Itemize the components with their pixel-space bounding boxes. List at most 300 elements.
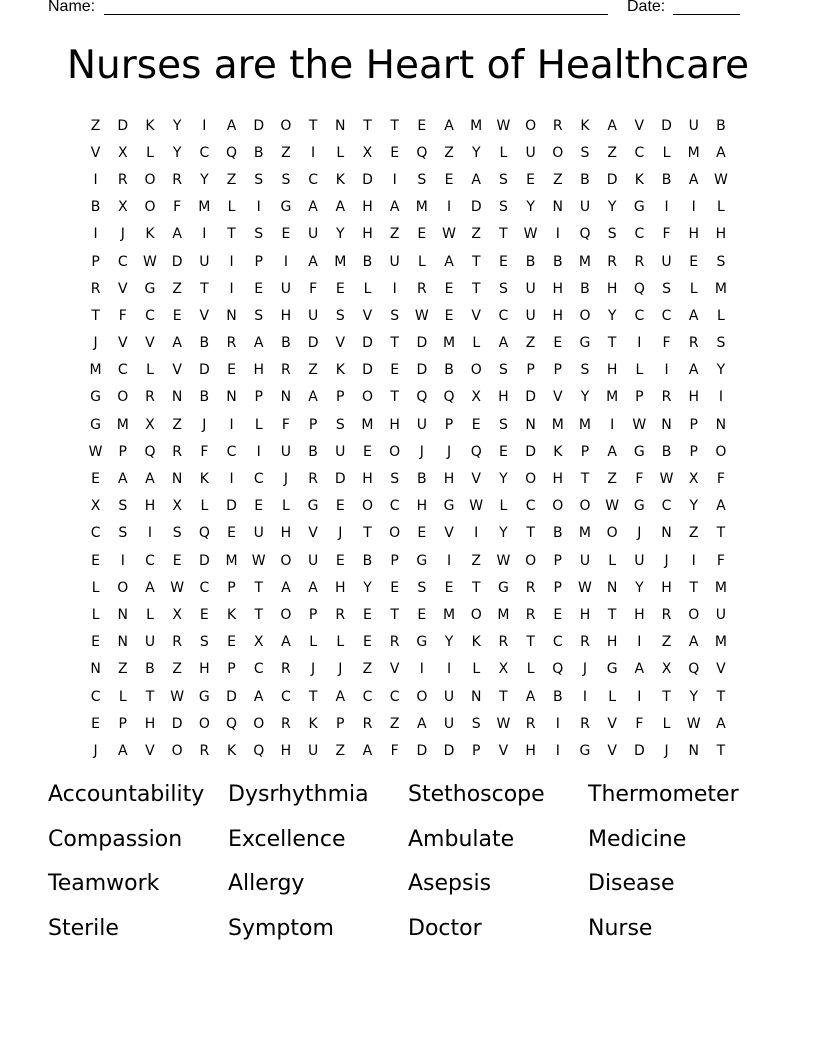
grid-letter[interactable]: D xyxy=(416,362,428,379)
grid-letter[interactable]: B xyxy=(253,144,264,161)
grid-letter[interactable]: T xyxy=(580,471,590,488)
grid-letter[interactable]: R xyxy=(281,362,291,379)
grid-letter[interactable]: C xyxy=(389,688,400,705)
grid-letter[interactable]: B xyxy=(580,171,590,188)
grid-letter[interactable]: S xyxy=(417,171,427,188)
grid-letter[interactable]: D xyxy=(307,335,319,352)
grid-letter[interactable]: B xyxy=(661,171,672,188)
grid-letter[interactable]: A xyxy=(444,117,454,134)
grid-letter[interactable]: Q xyxy=(470,443,482,460)
grid-letter[interactable]: A xyxy=(172,335,182,352)
grid-letter[interactable]: A xyxy=(226,117,237,134)
grid-letter[interactable]: E xyxy=(417,525,427,542)
grid-letter[interactable]: D xyxy=(362,362,373,379)
grid-letter[interactable]: P xyxy=(118,443,127,460)
grid-letter[interactable]: Y xyxy=(200,171,209,188)
grid-letter[interactable]: E xyxy=(363,606,372,623)
grid-letter[interactable]: P xyxy=(689,443,698,460)
grid-letter[interactable]: S xyxy=(390,471,400,488)
grid-letter[interactable]: V xyxy=(117,335,128,352)
grid-letter[interactable]: Z xyxy=(552,171,563,188)
grid-letter[interactable]: J xyxy=(582,661,588,678)
grid-letter[interactable]: Q xyxy=(198,525,210,542)
grid-letter[interactable]: S xyxy=(716,335,726,352)
grid-letter[interactable]: N xyxy=(335,117,346,134)
grid-letter[interactable]: D xyxy=(470,199,482,216)
grid-letter[interactable]: B xyxy=(580,280,590,297)
grid-letter[interactable]: A xyxy=(607,443,617,460)
grid-letter[interactable]: P xyxy=(336,715,345,732)
grid-letter[interactable]: O xyxy=(280,606,292,623)
grid-letter[interactable]: M xyxy=(714,579,727,596)
grid-letter[interactable]: Q xyxy=(443,389,455,406)
grid-letter[interactable]: L xyxy=(689,280,698,297)
grid-letter[interactable]: I xyxy=(93,171,98,188)
grid-letter[interactable]: H xyxy=(606,362,618,379)
grid-letter[interactable]: U xyxy=(389,253,400,270)
grid-letter[interactable]: I xyxy=(555,742,560,759)
grid-letter[interactable]: M xyxy=(578,416,592,433)
grid-letter[interactable]: K xyxy=(308,715,318,732)
grid-letter[interactable]: Z xyxy=(471,552,482,569)
grid-letter[interactable]: N xyxy=(117,634,129,651)
grid-letter[interactable]: F xyxy=(309,280,318,297)
grid-letter[interactable]: Z xyxy=(607,144,617,161)
grid-letter[interactable]: R xyxy=(172,634,183,651)
grid-letter[interactable]: L xyxy=(526,661,535,678)
grid-letter[interactable]: E xyxy=(363,443,372,460)
grid-letter[interactable]: C xyxy=(281,688,291,705)
grid-letter[interactable]: K xyxy=(145,117,155,134)
grid-letter[interactable]: P xyxy=(227,661,236,678)
grid-letter[interactable]: V xyxy=(389,661,400,678)
grid-letter[interactable]: W xyxy=(659,471,674,488)
grid-letter[interactable]: N xyxy=(661,416,672,433)
grid-letter[interactable]: Z xyxy=(661,634,672,651)
grid-letter[interactable]: E xyxy=(526,171,536,188)
grid-letter[interactable]: K xyxy=(335,171,345,188)
grid-letter[interactable]: M xyxy=(415,199,428,216)
grid-letter[interactable]: P xyxy=(91,253,100,270)
grid-letter[interactable]: C xyxy=(362,688,373,705)
grid-letter[interactable]: J xyxy=(311,661,316,678)
grid-letter[interactable]: E xyxy=(227,525,236,542)
grid-letter[interactable]: N xyxy=(226,389,237,406)
grid-letter[interactable]: W xyxy=(496,552,511,569)
grid-letter[interactable]: H xyxy=(688,226,699,243)
grid-letter[interactable]: I xyxy=(202,226,207,243)
grid-letter[interactable]: O xyxy=(253,715,265,732)
grid-letter[interactable]: E xyxy=(417,117,427,134)
grid-letter[interactable]: T xyxy=(254,606,263,623)
grid-letter[interactable]: W xyxy=(170,688,185,705)
grid-letter[interactable]: I xyxy=(474,525,479,542)
grid-letter[interactable]: L xyxy=(118,688,127,705)
grid-letter[interactable]: J xyxy=(202,416,207,433)
grid-letter[interactable]: E xyxy=(335,552,345,569)
grid-letter[interactable]: S xyxy=(498,280,508,297)
grid-letter[interactable]: I xyxy=(283,253,288,270)
grid-letter[interactable]: W xyxy=(523,226,538,243)
grid-letter[interactable]: Y xyxy=(607,307,617,324)
grid-letter[interactable]: I xyxy=(229,253,234,270)
grid-letter[interactable]: P xyxy=(254,253,263,270)
grid-letter[interactable]: Q xyxy=(144,443,156,460)
grid-letter[interactable]: H xyxy=(498,389,509,406)
grid-letter[interactable]: J xyxy=(338,661,343,678)
grid-letter[interactable]: O xyxy=(470,362,482,379)
grid-letter[interactable]: L xyxy=(499,144,508,161)
grid-letter[interactable]: I xyxy=(446,661,452,678)
grid-letter[interactable]: Y xyxy=(363,579,372,596)
grid-letter[interactable]: Y xyxy=(499,525,508,542)
grid-letter[interactable]: E xyxy=(254,280,264,297)
grid-letter[interactable]: S xyxy=(335,416,345,433)
grid-letter[interactable]: Q xyxy=(253,742,265,759)
grid-letter[interactable]: L xyxy=(363,280,372,297)
grid-letter[interactable]: N xyxy=(171,389,183,406)
grid-letter[interactable]: B xyxy=(145,661,155,678)
grid-letter[interactable]: A xyxy=(716,498,726,515)
grid-letter[interactable]: G xyxy=(90,389,102,406)
grid-letter[interactable]: I xyxy=(664,362,669,379)
grid-letter[interactable]: C xyxy=(525,498,536,515)
grid-letter[interactable]: I xyxy=(610,416,615,433)
grid-letter[interactable]: D xyxy=(171,253,183,270)
grid-letter[interactable]: N xyxy=(525,416,536,433)
grid-letter[interactable]: Y xyxy=(580,389,590,406)
grid-letter[interactable]: R xyxy=(607,253,618,270)
grid-letter[interactable]: R xyxy=(172,443,183,460)
grid-letter[interactable]: H xyxy=(552,280,564,297)
grid-letter[interactable]: K xyxy=(226,606,237,623)
grid-letter[interactable]: F xyxy=(281,416,290,433)
grid-letter[interactable]: T xyxy=(526,525,535,542)
grid-letter[interactable]: E xyxy=(91,634,101,651)
grid-letter[interactable]: N xyxy=(552,199,564,216)
grid-letter[interactable]: H xyxy=(525,742,536,759)
grid-letter[interactable]: B xyxy=(552,253,563,270)
grid-letter[interactable]: B xyxy=(552,525,563,542)
grid-letter[interactable]: J xyxy=(419,443,424,460)
grid-letter[interactable]: Z xyxy=(172,661,182,678)
grid-letter[interactable]: O xyxy=(389,525,401,542)
grid-letter[interactable]: V xyxy=(552,389,563,406)
grid-letter[interactable]: T xyxy=(91,307,100,324)
grid-letter[interactable]: H xyxy=(144,498,156,515)
grid-letter[interactable]: O xyxy=(470,606,482,623)
grid-letter[interactable]: D xyxy=(362,171,373,188)
grid-letter[interactable]: V xyxy=(117,280,128,297)
grid-letter[interactable]: O xyxy=(117,389,129,406)
grid-letter[interactable]: X xyxy=(498,661,509,678)
grid-letter[interactable]: G xyxy=(633,199,645,216)
grid-letter[interactable]: D xyxy=(416,335,428,352)
grid-letter[interactable]: M xyxy=(442,335,456,352)
grid-letter[interactable]: S xyxy=(199,634,209,651)
grid-letter[interactable]: D xyxy=(334,471,346,488)
grid-letter[interactable]: E xyxy=(471,416,481,433)
grid-letter[interactable]: U xyxy=(661,253,672,270)
grid-letter[interactable]: A xyxy=(253,335,264,352)
grid-letter[interactable]: Z xyxy=(525,335,536,352)
grid-letter[interactable]: T xyxy=(716,742,726,759)
grid-letter[interactable]: L xyxy=(662,715,671,732)
grid-letter[interactable]: L xyxy=(472,661,481,678)
grid-letter[interactable]: A xyxy=(634,661,645,678)
grid-letter[interactable]: K xyxy=(145,226,155,243)
grid-letter[interactable]: R xyxy=(661,389,672,406)
grid-letter[interactable]: Q xyxy=(688,661,700,678)
grid-letter[interactable]: I xyxy=(446,199,452,216)
grid-letter[interactable]: G xyxy=(633,443,645,460)
grid-letter[interactable]: W xyxy=(143,253,157,270)
grid-letter[interactable]: F xyxy=(716,471,725,488)
grid-letter[interactable]: T xyxy=(200,280,209,297)
grid-letter[interactable]: P xyxy=(336,389,345,406)
grid-letter[interactable]: E xyxy=(417,226,427,243)
grid-letter[interactable]: V xyxy=(362,307,373,324)
grid-letter[interactable]: K xyxy=(634,171,644,188)
grid-letter[interactable]: L xyxy=(472,335,481,352)
grid-letter[interactable]: D xyxy=(416,742,428,759)
grid-letter[interactable]: R xyxy=(688,335,699,352)
grid-letter[interactable]: Z xyxy=(389,226,400,243)
grid-letter[interactable]: O xyxy=(552,144,564,161)
grid-letter[interactable]: E xyxy=(172,552,182,569)
grid-letter[interactable]: R xyxy=(416,280,427,297)
grid-letter[interactable]: X xyxy=(117,144,128,161)
grid-letter[interactable]: U xyxy=(525,144,536,161)
grid-letter[interactable]: R xyxy=(199,742,210,759)
grid-letter[interactable]: L xyxy=(717,307,725,324)
grid-letter[interactable]: V xyxy=(172,362,182,379)
grid-letter[interactable]: V xyxy=(607,742,617,759)
grid-letter[interactable]: C xyxy=(117,253,128,270)
grid-letter[interactable]: V xyxy=(634,117,645,134)
grid-letter[interactable]: T xyxy=(390,117,399,134)
grid-letter[interactable]: P xyxy=(254,389,263,406)
grid-letter[interactable]: O xyxy=(361,498,373,515)
grid-letter[interactable]: I xyxy=(392,280,397,297)
grid-letter[interactable]: C xyxy=(389,498,400,515)
grid-letter[interactable]: C xyxy=(199,144,210,161)
grid-letter[interactable]: E xyxy=(498,443,508,460)
grid-letter[interactable]: Q xyxy=(416,144,428,161)
grid-letter[interactable]: T xyxy=(607,606,617,623)
grid-letter[interactable]: M xyxy=(714,634,727,651)
grid-letter[interactable]: H xyxy=(362,199,373,216)
grid-letter[interactable]: Y xyxy=(172,117,182,134)
grid-letter[interactable]: O xyxy=(525,117,537,134)
grid-letter[interactable]: I xyxy=(555,226,560,243)
grid-letter[interactable]: R xyxy=(580,715,590,732)
grid-letter[interactable]: M xyxy=(198,199,211,216)
grid-letter[interactable]: A xyxy=(362,742,373,759)
grid-letter[interactable]: H xyxy=(661,579,672,596)
grid-letter[interactable]: T xyxy=(499,688,508,705)
grid-letter[interactable]: Z xyxy=(172,416,182,433)
grid-letter[interactable]: V xyxy=(145,335,155,352)
grid-letter[interactable]: L xyxy=(146,606,154,623)
grid-letter[interactable]: N xyxy=(606,579,618,596)
grid-letter[interactable]: B xyxy=(362,253,373,270)
grid-letter[interactable]: X xyxy=(688,471,699,488)
grid-letter[interactable]: U xyxy=(579,199,591,216)
grid-letter[interactable]: A xyxy=(308,253,318,270)
grid-letter[interactable]: P xyxy=(689,416,698,433)
grid-letter[interactable]: M xyxy=(551,416,564,433)
grid-letter[interactable]: L xyxy=(336,144,345,161)
grid-letter[interactable]: M xyxy=(442,606,456,623)
grid-letter[interactable]: F xyxy=(390,742,399,759)
grid-letter[interactable]: J xyxy=(93,742,98,759)
grid-letter[interactable]: S xyxy=(254,307,264,324)
grid-letter[interactable]: G xyxy=(280,199,292,216)
name-field-line[interactable] xyxy=(104,14,608,15)
grid-letter[interactable]: J xyxy=(664,552,669,569)
grid-letter[interactable]: A xyxy=(716,715,726,732)
grid-letter[interactable]: O xyxy=(171,742,183,759)
grid-letter[interactable]: Y xyxy=(689,688,698,705)
grid-letter[interactable]: U xyxy=(307,307,319,324)
grid-letter[interactable]: E xyxy=(390,579,400,596)
grid-letter[interactable]: O xyxy=(280,117,292,134)
grid-letter[interactable]: I xyxy=(718,389,723,406)
grid-letter[interactable]: L xyxy=(662,144,671,161)
grid-letter[interactable]: E xyxy=(444,171,454,188)
grid-letter[interactable]: G xyxy=(443,498,455,515)
grid-letter[interactable]: H xyxy=(634,606,645,623)
grid-letter[interactable]: D xyxy=(606,171,618,188)
grid-letter[interactable]: H xyxy=(280,742,292,759)
grid-letter[interactable]: E xyxy=(553,335,563,352)
grid-letter[interactable]: K xyxy=(199,471,209,488)
grid-letter[interactable]: W xyxy=(632,416,647,433)
grid-letter[interactable]: P xyxy=(118,715,127,732)
grid-letter[interactable]: O xyxy=(389,443,401,460)
grid-letter[interactable]: U xyxy=(688,117,699,134)
grid-letter[interactable]: F xyxy=(200,443,209,460)
grid-letter[interactable]: A xyxy=(145,471,155,488)
grid-letter[interactable]: A xyxy=(308,389,318,406)
grid-letter[interactable]: I xyxy=(93,226,98,243)
grid-letter[interactable]: C xyxy=(634,307,645,324)
grid-letter[interactable]: W xyxy=(605,498,620,515)
grid-letter[interactable]: F xyxy=(635,715,644,732)
grid-letter[interactable]: J xyxy=(446,443,452,460)
grid-letter[interactable]: E xyxy=(363,634,372,651)
grid-letter[interactable]: U xyxy=(579,552,591,569)
grid-letter[interactable]: N xyxy=(470,688,482,705)
grid-letter[interactable]: A xyxy=(145,579,155,596)
grid-letter[interactable]: T xyxy=(716,688,726,705)
grid-letter[interactable]: E xyxy=(227,634,236,651)
grid-letter[interactable]: Y xyxy=(336,226,345,243)
grid-letter[interactable]: I xyxy=(311,144,316,161)
grid-letter[interactable]: O xyxy=(579,498,591,515)
grid-letter[interactable]: P xyxy=(580,443,590,460)
grid-letter[interactable]: I xyxy=(229,471,234,488)
grid-letter[interactable]: S xyxy=(417,579,427,596)
grid-letter[interactable]: A xyxy=(335,199,346,216)
grid-letter[interactable]: R xyxy=(552,117,563,134)
grid-letter[interactable]: K xyxy=(335,362,345,379)
grid-letter[interactable]: M xyxy=(497,606,510,623)
grid-letter[interactable]: H xyxy=(280,307,292,324)
grid-letter[interactable]: E xyxy=(689,253,699,270)
grid-letter[interactable]: I xyxy=(446,552,452,569)
grid-letter[interactable]: F xyxy=(118,307,127,324)
grid-letter[interactable]: R xyxy=(525,715,536,732)
grid-letter[interactable]: A xyxy=(471,171,481,188)
grid-letter[interactable]: Z xyxy=(117,661,128,678)
grid-letter[interactable]: V xyxy=(444,525,454,542)
grid-letter[interactable]: G xyxy=(606,661,618,678)
grid-letter[interactable]: P xyxy=(308,606,318,623)
grid-letter[interactable]: P xyxy=(444,416,454,433)
grid-letter[interactable]: L xyxy=(336,634,345,651)
grid-letter[interactable]: G xyxy=(416,552,428,569)
grid-letter[interactable]: E xyxy=(390,362,400,379)
grid-letter[interactable]: R xyxy=(281,661,291,678)
grid-letter[interactable]: K xyxy=(580,117,590,134)
grid-letter[interactable]: M xyxy=(361,416,374,433)
grid-letter[interactable]: Z xyxy=(688,525,699,542)
grid-letter[interactable]: H xyxy=(552,471,564,488)
grid-letter[interactable]: Y xyxy=(689,498,698,515)
grid-letter[interactable]: I xyxy=(691,199,696,216)
grid-letter[interactable]: Y xyxy=(499,471,508,488)
grid-letter[interactable]: E xyxy=(335,498,345,515)
grid-letter[interactable]: U xyxy=(144,634,156,651)
grid-letter[interactable]: A xyxy=(335,688,346,705)
grid-letter[interactable]: F xyxy=(716,552,725,569)
grid-letter[interactable]: R xyxy=(498,634,509,651)
grid-letter[interactable]: R xyxy=(145,389,155,406)
grid-letter[interactable]: A xyxy=(117,471,128,488)
grid-letter[interactable]: R xyxy=(389,634,400,651)
grid-letter[interactable]: I xyxy=(555,715,560,732)
grid-letter[interactable]: G xyxy=(198,688,210,705)
grid-letter[interactable]: O xyxy=(579,307,591,324)
grid-letter[interactable]: R xyxy=(525,606,536,623)
grid-letter[interactable]: G xyxy=(144,280,156,297)
grid-letter[interactable]: D xyxy=(525,443,536,460)
grid-letter[interactable]: E xyxy=(335,280,345,297)
grid-letter[interactable]: T xyxy=(227,226,236,243)
grid-letter[interactable]: H xyxy=(715,226,727,243)
grid-letter[interactable]: H xyxy=(144,715,156,732)
grid-letter[interactable]: C xyxy=(253,471,264,488)
grid-letter[interactable]: H xyxy=(443,471,455,488)
grid-letter[interactable]: U xyxy=(416,416,427,433)
grid-letter[interactable]: W xyxy=(442,226,456,243)
grid-letter[interactable]: N xyxy=(90,661,101,678)
grid-letter[interactable]: V xyxy=(471,471,481,488)
grid-letter[interactable]: C xyxy=(498,307,509,324)
grid-letter[interactable]: A xyxy=(688,307,699,324)
grid-letter[interactable]: L xyxy=(717,199,725,216)
grid-letter[interactable]: I xyxy=(637,634,642,651)
grid-letter[interactable]: N xyxy=(171,471,183,488)
grid-letter[interactable]: R xyxy=(117,171,128,188)
grid-letter[interactable]: U xyxy=(443,688,455,705)
grid-letter[interactable]: F xyxy=(662,226,671,243)
grid-letter[interactable]: A xyxy=(281,579,291,596)
grid-letter[interactable]: U xyxy=(280,443,292,460)
grid-letter[interactable]: X xyxy=(172,498,182,515)
